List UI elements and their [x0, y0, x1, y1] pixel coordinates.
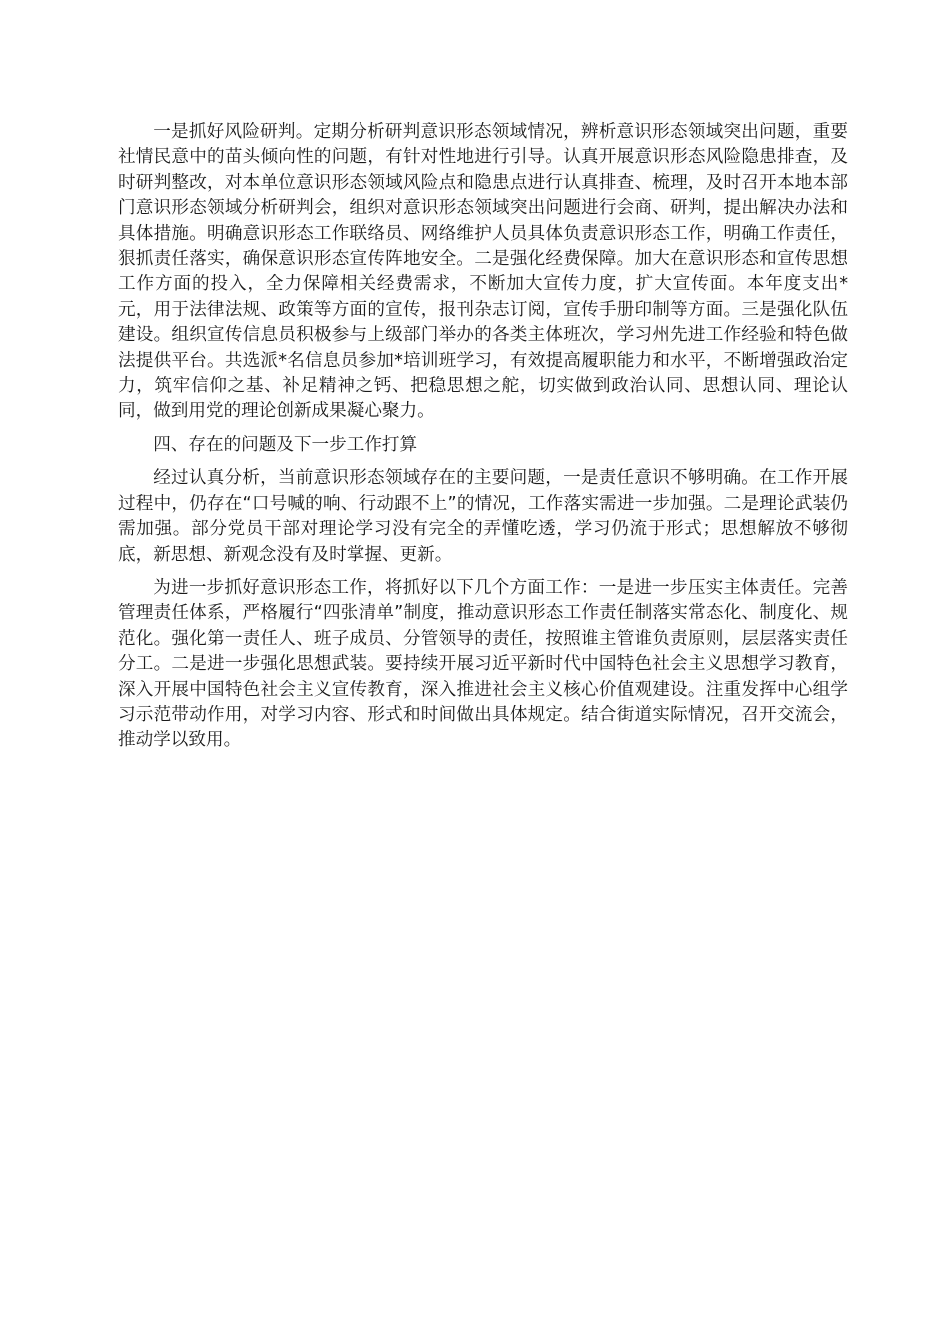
paragraph-problems: 经过认真分析，当前意识形态领域存在的主要问题，一是责任意识不够明确。在工作开展过程中，仍存在“口号喊的响、行动跟不上”的情况，工作落实需进一步加强。二是理论武装仍需加强。部分党员干部对理论学习没有完全的弄懂吃透，学习仍流于形式；思想解放不够彻底，新思想、新观念没有及时掌握、更新。: [118, 468, 848, 565]
paragraph-next-steps: 为进一步抓好意识形态工作，将抓好以下几个方面工作：一是进一步压实主体责任。完善管理责任体系，严格履行“四张清单”制度，推动意识形态工作责任制落实常态化、制度化、规范化。强化第一责任人、班子成员、分管领导的责任，按照谁主管谁负责原则，层层落实责任分工。二是进一步强化思想武装。要持续开展习近平新时代中国特色社会主义思想学习教育，深入开展中国特色社会主义宣传教育，深入推进社会主义核心价值观建设。注重发挥中心组学习示范带动作用，对学习内容、形式和时间做出具体规定。结合街道实际情况，召开交流会，推动学以致用。: [118, 577, 848, 751]
document-page: [118, 120, 848, 754]
paragraph-risk-assessment: 一是抓好风险研判。定期分析研判意识形态领域情况，辨析意识形态领域突出问题，重要社情民意中的苗头倾向性的问题，有针对性地进行引导。认真开展意识形态风险隐患排查，及时研判整改，对本单位意识形态领域风险点和隐患点进行认真排查、梳理，及时召开本地本部门意识形态领域分析研判会，组织对意识形态领域突出问题进行会商、研判，提出解决办法和具体措施。明确意识形态工作联络员、网络维护人员具体负责意识形态工作，明确工作责任，狠抓责任落实，确保意识形态宣传阵地安全。二是强化经费保障。加大在意识形态和宣传思想工作方面的投入，全力保障相关经费需求，不断加大宣传力度，扩大宣传面。本年度支出*元，用于法律法规、政策等方面的宣传，报刊杂志订阅，宣传手册印制等方面。三是强化队伍建设。组织宣传信息员积极参与上级部门举办的各类主体班次，学习州先进工作经验和特色做法提供平台。共选派*名信息员参加*培训班学习，有效提高履职能力和水平，不断增强政治定力，筑牢信仰之基、补足精神之钙、把稳思想之舵，切实做到政治认同、思想认同、理论认同，做到用党的理论创新成果凝心聚力。: [118, 122, 848, 422]
section-heading: 四、存在的问题及下一步工作打算: [153, 434, 418, 455]
